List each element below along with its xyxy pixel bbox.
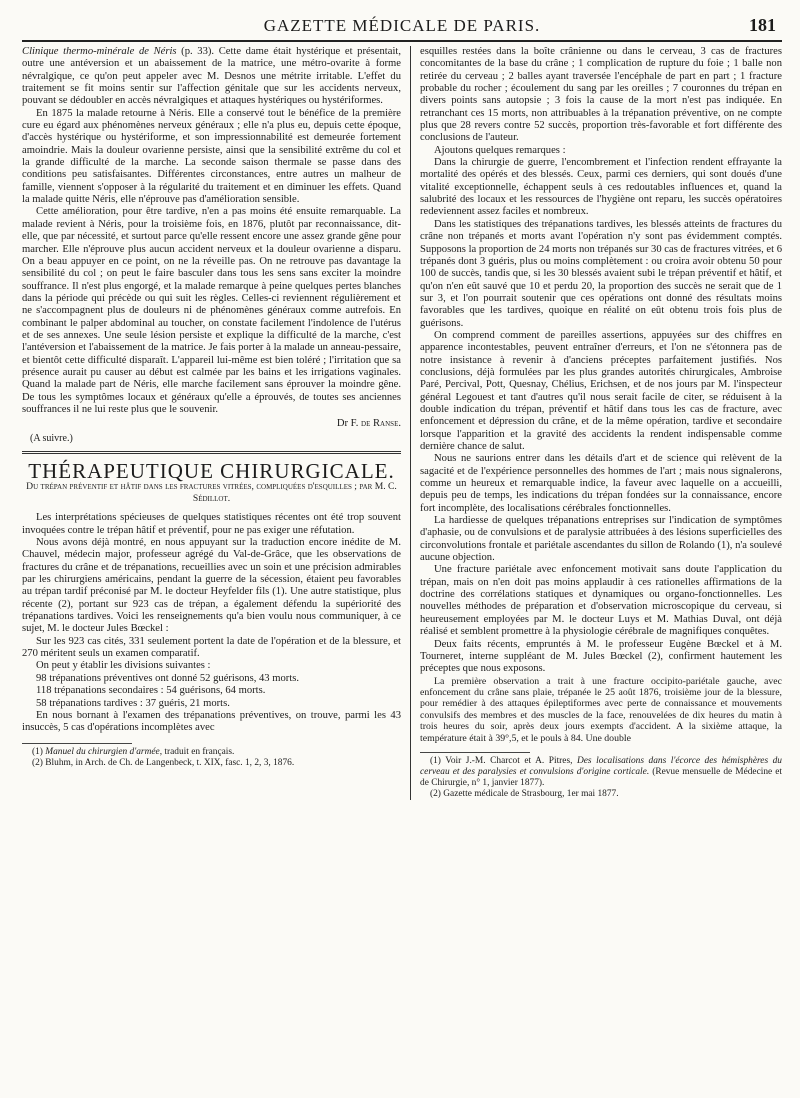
footnote-number: (2) (430, 788, 444, 799)
paragraph: Deux faits récents, empruntés à M. le professeur Eugène Bœckel et à M. Tourneret, interne suppléant de M. Jules Bœckel (2), confirment hautement les préceptes que nous exposons. (420, 638, 782, 675)
footnote-number: (1) (430, 755, 446, 766)
paragraph: Les interprétations spécieuses de quelques statistiques récentes ont été trop souvent invoquées contre le trépan hâtif et préventif, pour ne pas exiger une réfutation. (22, 512, 401, 536)
signature-name: de Ranse. (361, 418, 401, 430)
left-column (22, 46, 410, 800)
stat-line: 118 trépanations secondaires : 54 guérisons, 64 morts. (36, 685, 266, 697)
footnote-divider (22, 743, 132, 744)
stat-line: 58 trépanations tardives : 37 guéris, 21 morts. (36, 697, 230, 709)
footnote-number: (2) (32, 757, 46, 768)
paragraph: esquilles restées dans la boîte crânienne ou dans le cerveau, 3 cas de fractures concomitantes de la base du crâne ; 1 complication de rupture du foie ; 1 balle non retirée du cerveau ; 2 balles ayant traversée l'encéphale de part en part ; 1 fracture probable du rocher ; écoulement du sang par les oreilles ; 7 couronnes du trépan en divers points sans autopsie ; 3 fois la cause de la mort n'est pas indiquée. En retranchant ces 15 morts, non attribuables à la trépanation préventive, on ne compte plus que 28 revers contre 52 succès, proportion très-favorable et fort différente des conclusions de l'auteur. (420, 46, 782, 144)
footnote-title: Des localisations dans l'écorce des hémisphères du cerveau et des paralysies et convulsions d'origine corticale. (420, 755, 782, 777)
to-be-continued: (A suivre.) (30, 432, 73, 444)
two-column-body (22, 46, 782, 800)
footnote (22, 747, 401, 758)
paragraph: Dans les statistiques des trépanations tardives, les blessés atteints de fractures du crâne non trépanés et morts avant l'opération n'y sont pas évidemment comptés. Supposons la proportion de 24 morts non trépanés sur 30 cas de fractures vitrées, et 6 trépanés dont 3 guéris, plus ou moins complètement : ou croira avoir obtenu 50 pour 100 de succès, tandis que, si les 30 blessés avaient subi le trépan préventif et hâtif, et qu'on n'en eût sauvé que 10 et perdu 20, la proportion des succès ne serait que de 1 sur 3, et l'on pourrait soutenir que ces opérations ont donné des résultats moins favorables que les tardives, quoique en réalité on eût obtenu trois fois plus de guérisons. (420, 218, 782, 329)
paragraph: Nous avons déjà montré, en nous appuyant sur la traduction encore inédite de M. Chauvel, médecin major, professeur agrégé du Val-de-Grâce, que les observations de fractures du crâne et de trépanations, recueillies avec un soin et une précision admirables par les chirurgiens américains, pendant la guerre de la sécession, étaient peu favorables au trépan tardif préconisé par M. le docteur Heyfelder fils (1). Une autre statistique, plus récente (2), portant sur 923 cas de trépan, a également défendu la supériorité des trépanations tardives. Voici les renseignements qu'a bien voulu nous communiquer, à ce sujet, M. le docteur Jules Bœckel : (22, 537, 401, 635)
paragraph: Cette amélioration, pour être tardive, n'en a pas moins été ensuite remarquable. La malade revient à Néris, pour la troisième fois, en 1876, plutôt par reconnaissance, dit-elle, que par nécessité, et surtout parce qu'elle ressent encore une assez grande gêne pour marcher. Elle n'éprouve plus aucun accident nerveux et la douleur ovarienne a disparu. On a beau appuyer en ce point, on ne la réveille pas. On ne retrouve pas davantage la sensibilité du col ; on peut le faire basculer dans tous les sens sans exciter la moindre souffrance. Il n'est plus engorgé, et la malade remarque à peine quelques pertes blanches dans la période qui précède ou qui suit les règles. Celles-ci reviennent régulièrement et ne s'accompagnent plus de douleurs ni de phénomènes généraux comme autrefois. En combinant le palper abdominal au toucher, on constate facilement l'indolence de l'utérus et de ses annexes. Une seule lésion persiste et explique la difficulté de la marche, c'est l'antéversion et l'abaissement de la matrice. Je fais porter à la malade un anneau-pessaire, et bientôt cette difficulté disparaît. L'appareil lui-même est bien toléré ; l'irritation que sa présence aurait pu causer au début est calmée par les bains et les irrigations vaginales. Quand la malade part de Néris, elle marche facilement sans éprouver la moindre gêne. De tous les symptômes locaux et généraux qu'elle a éprouvés, de toutes ses anciennes souffrances il ne lui reste plus que le souvenir. (22, 206, 401, 415)
cited-title: Clinique thermo-minérale de Néris (22, 46, 177, 57)
paragraph: On peut y établir les divisions suivantes : (36, 660, 211, 672)
footnote-text: (Revue mensuelle de Médecine et de Chirurgie, n° 1, janvier 1877). (420, 766, 782, 788)
paragraph: En 1875 la malade retourne à Néris. Elle a conservé tout le bénéfice de la première cure eu égard aux phénomènes nerveux généraux ; elle n'a plus eu, depuis cette époque, d'accès hystérique ou hystériforme, et son impressionnabilité est demeurée fortement amoindrie. Mais la douleur ovarienne persiste, ainsi que la sensibilité extrême du col et la grande difficulté de la marche. La seconde saison thermale se passe dans des conditions peu satisfaisantes. Différentes circonstances, entre autres un malheur de famille, viennent s'opposer à la régularité du traitement et en diminuer les effets. Quand la malade quitte Néris, elle n'éprouve pas d'amélioration sensible. (22, 107, 401, 206)
paragraph: On comprend comment de pareilles assertions, appuyées sur des chiffres en apparence incontestables, peuvent entraîner d'erreurs, et l'on ne s'étonnera pas de notre insistance à revenir à d'anciens préceptes parfaitement justifiés. Nos conclusions, déjà formulées par les plus grandes autorités chirurgicales, Ambroise Paré, Percival, Pott, Quesnay, Chélius, Erichsen, et de nos jours par M. l'inspecteur général Legouest et tant d'autres qu'il nous serait facile de citer, se réduisent à la double indication du trépan, préventif et hâtif dans tous les cas de fracture, avec enfoncement et dépression du crâne, et de la même opération, tardive et secondaire lorsque l'apparition et la gravité des accidents la rendent indispensable comme dernière chance de salut. (420, 329, 782, 452)
paragraph: Nous ne saurions entrer dans les détails d'art et de science qui relèvent de la sagacité et de l'expérience personnelles des hommes de l'art ; mais nous signalerons, comme un heureux et remarquable indice, la faveur avec laquelle on a accueilli, depuis peu de temps, les indications du trépan fondées sur la connaissance, encore fort incomplète, des localisations cérébrales fonctionnelles. (420, 453, 782, 514)
footnote (22, 758, 401, 769)
footnote-divider (420, 752, 530, 753)
paragraph: Une fracture pariétale avec enfoncement motivait sans doute l'application du trépan, mais on n'en doit pas moins applaudir à ces rationelles affirmations de la doctrine des corrélations statiques et dynamiques ou organo-fonctionnelles. Les nouvelles méthodes de préparation et d'observation microscopique du cerveau, si heureusement employées par M. le docteur Luys et M. Mathias Duval, ont déjà réalisé et semblent promettre à la physiologie cérébrale de magnifiques conquêtes. (420, 564, 782, 638)
paragraph: La première observation a trait à une fracture occipito-pariétale gauche, avec enfoncement du crâne sans plaie, trépanée le 25 août 1876, troisième jour de la blessure, pour remédier à des attaques épileptiformes avec perte de connaissance et mouvements convulsifs des membres et des muscles de la face, renouvelées de dix heures du matin à trois heures du soir, après deux jours exempts d'accident. A la sixième attaque, la température était à 39°,5, et le pouls à 84. Une double (420, 675, 782, 744)
footnote-text: Voir J.-M. Charcot et A. Pitres, (445, 755, 577, 766)
footnote (420, 756, 782, 789)
paragraph: En nous bornant à l'examen des trépanations préventives, on trouve, parmi les 43 insuccès, 5 cas d'opérations incomplètes avec (22, 709, 401, 734)
page-number: 181 (749, 15, 776, 35)
footnote-text: , traduit en français. (159, 746, 235, 757)
journal-title: GAZETTE MÉDICALE DE PARIS. (263, 16, 541, 35)
stat-line: 98 trépanations préventives ont donné 52 guérisons, 43 morts. (36, 672, 300, 684)
signature-prefix: Dr F. (336, 418, 362, 430)
footnote-number: (1) (32, 746, 46, 757)
paragraph-text: (p. 33). Cette dame était hystérique et présentait, outre une antéversion et un abaissement de la matrice, une métro-ovarite à forme névralgique, ce qu'on peut appeler avec M. Desnos une métrite irritable. L'effet du traitement se fit moins sentir sur l'affection génitale que sur les accidents nerveux, pouvant se dédoubler en accès névralgiques et attaques hystériques ou hystériformes. (22, 46, 401, 107)
paragraph (22, 46, 401, 108)
footnote-title: Manuel du chirurgien d'armée (45, 746, 160, 757)
right-column (410, 46, 782, 800)
page-header (22, 14, 782, 42)
paragraph: La hardiesse de quelques trépanations entreprises sur l'indication de symptômes d'aphasie, ou de convulsions et de paralysie attribuées à des lésions superficielles des circonvolutions frontale et pariétale ascendantes du sillon de Rolando (1), n'a soulevé aucune objection. (420, 515, 782, 564)
section-divider (22, 451, 401, 457)
footnote (420, 789, 782, 800)
author-signature (22, 418, 401, 430)
paragraph: Ajoutons quelques remarques : (434, 144, 566, 156)
paragraph: Sur les 923 cas cités, 331 seulement portent la date de l'opération et de la blessure, et 270 méritent seuls un examen comparatif. (22, 635, 401, 660)
section-title: THÉRAPEUTIQUE CHIRURGICALE. (28, 459, 395, 483)
footnote-text: Gazette médicale de Strasbourg, 1er mai 1877. (443, 788, 619, 799)
paragraph: Dans la chirurgie de guerre, l'encombrement et l'infection rendent effrayante la mortalité des opérés et des blessés. Ceux, parmi ces derniers, qui sont doués d'une vitalité exceptionnelle, échappent seuls à ces redoutables influences et, quand la salubrité des locaux et les ressources de l'hygiène ont reparu, les succès opératoires redeviennent assez faciles et nombreux. (420, 157, 782, 218)
article-subtitle: Du trépan préventif et hâtif dans les fractures vitrées, compliquées d'esquilles ; par M. C. Sédillot. (26, 481, 397, 504)
footnote-text: Bluhm, in Arch. de Ch. de Langenbeck, t. XIX, fasc. 1, 2, 3, 1876. (45, 757, 295, 768)
